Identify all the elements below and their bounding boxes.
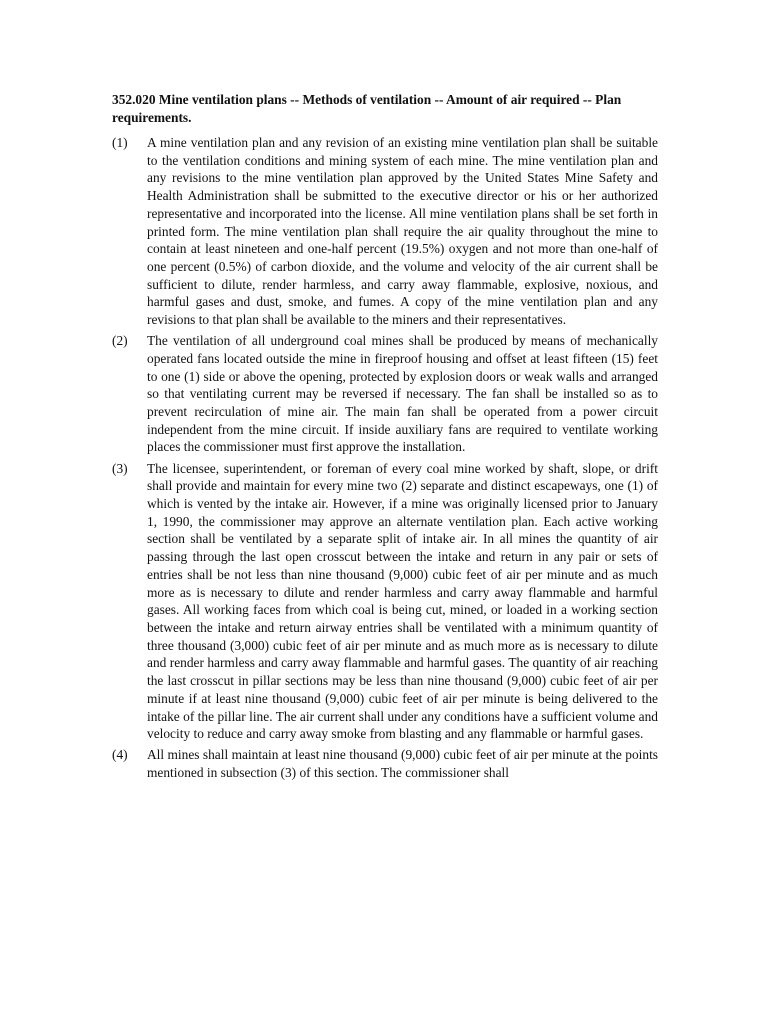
subsection-4: [112, 746, 658, 781]
subsection-number: (3): [112, 460, 128, 476]
subsection-number: (2): [112, 333, 128, 349]
subsection-1: [112, 134, 658, 329]
subsection-text: The ventilation of all underground coal mines shall be produced by means of mechanically operated fans located outside the mine in fireproof housing and offset at least fifteen (15) feet to one (1) side or above the opening, protected by explosion doors or weak walls and arranged so that ventilating current may be reversed if necessary. The fan shall be installed so as to prevent recirculation of mine air. The main fan shall be operated from a power circuit independent from the mine circuit. If inside auxiliary fans are required to ventilate working places the commissioner must first approve the installation.: [147, 333, 658, 455]
subsection-text: The licensee, superintendent, or foreman of every coal mine worked by shaft, slope, or drift shall provide and maintain for every mine two (2) separate and distinct escapeways, one (1) of which is vented by the intake air. However, if a mine was originally licensed prior to January 1, 1990, the commissioner may approve an alternate ventilation plan. Each active working section shall be ventilated by a separate split of intake air. In all mines the quantity of air passing through the last open crosscut between the intake and return in any pair or sets of entries shall be not less than nine thousand (9,000) cubic feet of air per minute and as much more as is necessary to dilute and render harmless and carry away flammable and harmful gases. All working faces from which coal is being cut, mined, or loaded in a working section between the intake and return airway entries shall be ventilated with a minimum quantity of three thousand (3,000) cubic feet of air per minute and as much more as is necessary to dilute and render harmless and carry away flammable and harmful gases. The quantity of air reaching the last crosscut in pillar sections may be less than nine thousand (9,000) cubic feet of air per minute if at least nine thousand (9,000) cubic feet of air per minute is being delivered to the intake of the pillar line. The air current shall under any conditions have a sufficient volume and velocity to reduce and carry away smoke from blasting and any flammable or harmful gases.: [147, 460, 658, 742]
section-title: 352.020 Mine ventilation plans -- Methods of ventilation -- Amount of air required -- Plan requirements.: [112, 92, 622, 125]
section-list: [112, 134, 658, 782]
subsection-number: (4): [112, 747, 128, 763]
subsection-text: A mine ventilation plan and any revision of an existing mine ventilation plan shall be suitable to the ventilation conditions and mining system of each mine. The mine ventilation plan and any revisions to the mine ventilation plan approved by the United States Mine Safety and Health Administration shall be submitted to the executive director or his or her authorized representative and incorporated into the license. All mine ventilation plans shall be set forth in printed form. The mine ventilation plan shall require the air quality throughout the mine to contain at least nineteen and one-half percent (19.5%) oxygen and not more than one-half of one percent (0.5%) of carbon dioxide, and the volume and velocity of the air current shall be sufficient to dilute, render harmless, and carry away flammable, explosive, noxious, and harmful gases and dust, smoke, and fumes. A copy of the mine ventilation plan and any revisions to that plan shall be available to the miners and their representatives.: [147, 135, 658, 328]
subsection-2: [112, 332, 658, 456]
subsection-3: [112, 460, 658, 743]
subsection-number: (1): [112, 135, 128, 150]
subsection-text: All mines shall maintain at least nine thousand (9,000) cubic feet of air per minute at the points mentioned in subsection (3) of this section. The commissioner shall: [147, 747, 658, 781]
